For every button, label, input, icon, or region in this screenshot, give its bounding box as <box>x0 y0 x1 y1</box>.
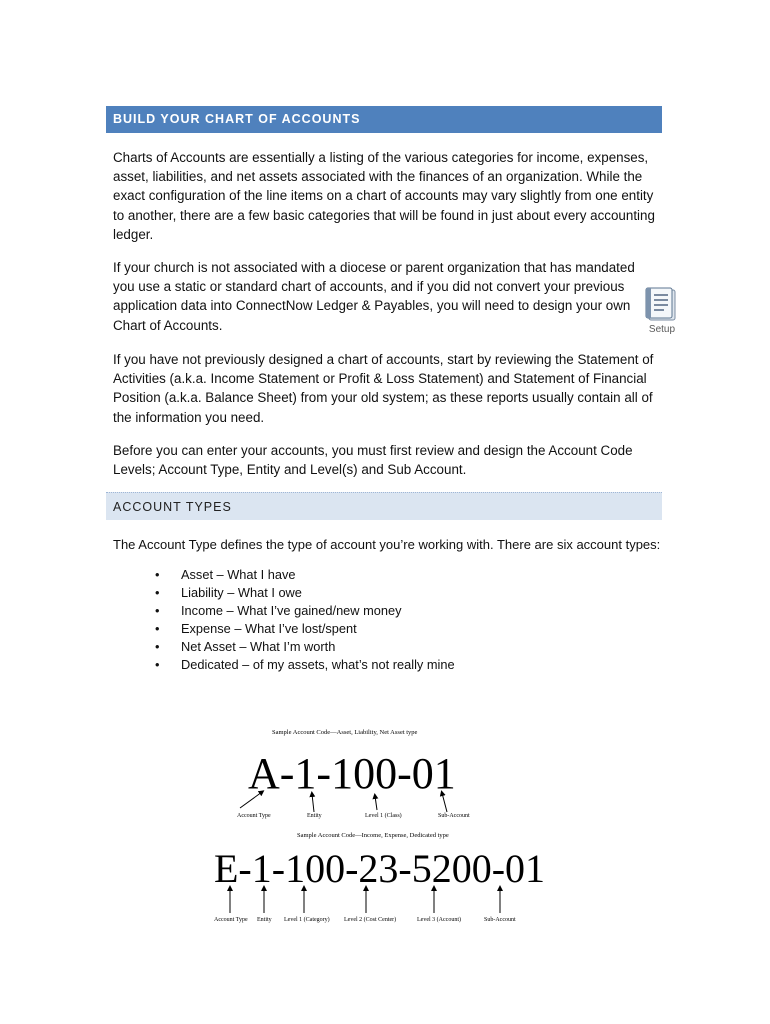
sample2-caption: Sample Account Code—Income, Expense, Dedicated type <box>297 832 449 839</box>
list-item: • Liability – What I owe <box>155 585 302 600</box>
sample-account-code-figure <box>200 720 560 940</box>
sample1-arrow-level1 <box>375 796 377 810</box>
list-item: • Expense – What I’ve lost/spent <box>155 621 357 636</box>
sample2-label-entity: Entity <box>257 917 272 923</box>
before-paragraph: Before you can enter your accounts, you must first review and design the Account Code Levels; Account Type, Entity and Level(s) and Sub Account. <box>113 443 633 478</box>
setup-book-icon <box>641 287 679 323</box>
section-heading-account-types: ACCOUNT TYPES <box>106 492 662 520</box>
section-heading-build-chart: BUILD YOUR CHART OF ACCOUNTS <box>106 106 662 133</box>
setup-label: Setup <box>648 324 676 335</box>
sample2-code: E-1-100-23-5200-01 <box>214 846 546 891</box>
account-types-list <box>155 566 455 674</box>
sample2-label-level3: Level 3 (Account) <box>417 917 461 923</box>
not-designed-paragraph: If you have not previously designed a chart of accounts, start by reviewing the Statement of Activities (a.k.a. Income Statement or Profit & Loss Statement) and Statement of Financial Position (a.k.a. Balance Sheet) from your old system; as these reports usually contain all of the information you need. <box>113 352 654 425</box>
sample1-code: A-1-100-01 <box>248 749 456 798</box>
sample1-label-account-type: Account Type <box>237 813 271 819</box>
church-paragraph: If your church is not associated with a diocese or parent organization that has mandated you use a static or standard chart of accounts, and if you did not convert your previous application data into ConnectNow Ledger & Payables, you will need to design your own Chart of Accounts. <box>113 260 635 333</box>
sample2-label-level1: Level 1 (Category) <box>284 917 330 923</box>
sample2-label-level2: Level 2 (Cost Center) <box>344 917 397 923</box>
sample2-label-sub-account: Sub-Account <box>484 917 516 923</box>
types-intro-paragraph: The Account Type defines the type of account you’re working with. There are six account types: <box>113 537 661 552</box>
list-item: • Dedicated – of my assets, what’s not really mine <box>155 657 455 672</box>
intro-paragraph: Charts of Accounts are essentially a listing of the various categories for income, expenses, asset, liabilities, and net assets associated with the finances of an organization. While the exact configuration of the line items on a chart of accounts may vary slightly from one entity to another, there are a few basic categories that will be found in just about every accounting ledger. <box>113 150 655 242</box>
sample1-label-level1: Level 1 (Class) <box>365 813 402 819</box>
sample1-label-sub-account: Sub-Account <box>438 813 470 819</box>
list-item: • Net Asset – What I’m worth <box>155 639 336 654</box>
sample1-caption: Sample Account Code—Asset, Liability, Net Asset type <box>272 729 418 736</box>
setup-button[interactable] <box>641 287 679 339</box>
list-item: • Income – What I’ve gained/new money <box>155 603 402 618</box>
sample1-label-entity: Entity <box>307 813 322 819</box>
sample2-label-account-type: Account Type <box>214 917 248 923</box>
list-item: • Asset – What I have <box>155 567 296 582</box>
